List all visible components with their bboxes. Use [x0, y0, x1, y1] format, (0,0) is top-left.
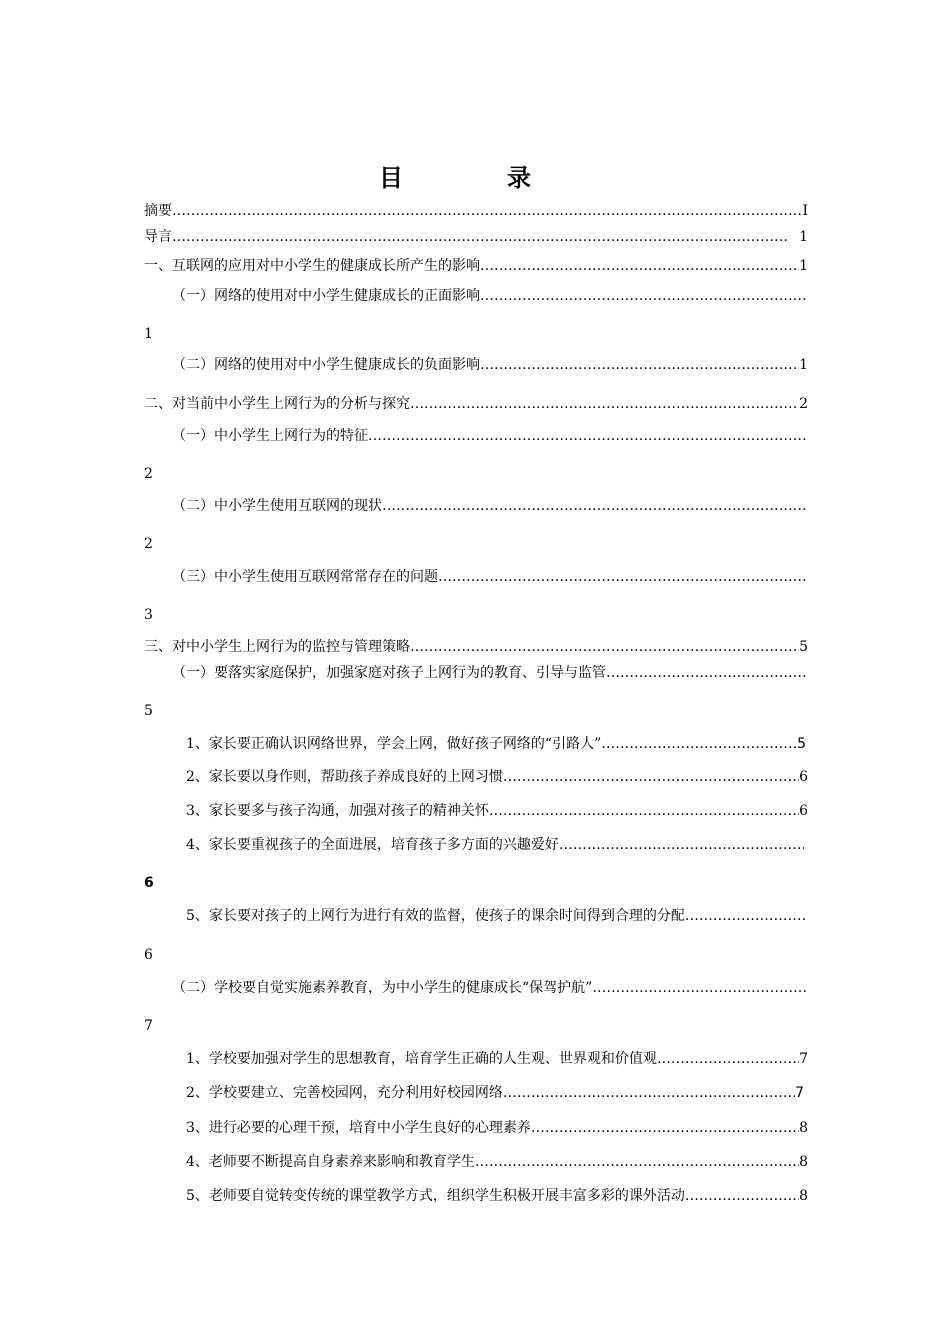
toc-entry[interactable] [186, 907, 806, 925]
toc-entry-label: 4、家长要重视孩子的全面进展，培育孩子多方面的兴趣爱好 [186, 837, 559, 853]
toc-entry-label: 5、老师要自觉转变传统的课堂教学方式，组织学生积极开展丰富多彩的课外活动 [186, 1188, 685, 1204]
toc-entry-label: （一）中小学生上网行为的特征 [172, 428, 368, 444]
toc-entry-page: 1 [144, 326, 153, 342]
toc-entry-label: 二、对当前中小学生上网行为的分析与探究 [144, 396, 410, 412]
toc-leader [685, 1187, 799, 1205]
toc-entry-label: （一）要落实家庭保护，加强家庭对孩子上网行为的教育、引导与监管 [172, 665, 606, 681]
toc-title: 目 录 [379, 164, 571, 192]
toc-entry[interactable] [186, 1050, 808, 1068]
toc-leader [382, 497, 806, 515]
toc-entry-page: 5 [144, 703, 153, 719]
toc-entry-page: 1 [799, 258, 808, 274]
toc-leader [410, 638, 799, 656]
toc-leader [685, 907, 806, 925]
toc-entry[interactable] [144, 638, 808, 656]
toc-entry-page: 2 [144, 536, 153, 552]
toc-leader [475, 1153, 799, 1171]
toc-leader [480, 356, 799, 374]
toc-entry-page: 2 [799, 396, 808, 412]
toc-entry-page: 8 [799, 1188, 808, 1204]
toc-leader [592, 979, 806, 997]
toc-entry[interactable] [186, 735, 806, 753]
toc-entry-page: 5 [797, 736, 806, 752]
toc-entry[interactable] [172, 979, 806, 997]
toc-entry-label: 2、家长要以身作则，帮助孩子养成良好的上网习惯 [186, 769, 503, 785]
toc-entry[interactable] [186, 1084, 804, 1102]
toc-entry[interactable] [172, 427, 806, 445]
toc-leader [410, 395, 799, 413]
toc-entry-label: 3、家长要多与孩子沟通，加强对孩子的精神关怀 [186, 803, 489, 819]
toc-leader [438, 568, 806, 586]
toc-entry[interactable] [186, 1153, 808, 1171]
toc-entry[interactable] [186, 1187, 808, 1205]
toc-entry[interactable] [186, 768, 808, 786]
toc-leader [489, 802, 799, 820]
toc-leader [503, 1084, 795, 1102]
toc-entry-page: 6 [144, 947, 153, 963]
toc-entry-page: 6 [144, 875, 154, 891]
toc-entry-label: 三、对中小学生上网行为的监控与管理策略 [144, 639, 410, 655]
toc-leader [368, 427, 806, 445]
toc-leader [172, 202, 802, 220]
toc-entry-label: （一）网络的使用对中小学生健康成长的正面影响 [172, 288, 480, 304]
toc-entry-page: 6 [799, 769, 808, 785]
toc-leader [480, 287, 806, 305]
toc-entry[interactable] [172, 356, 808, 374]
toc-entry-label: 摘要 [144, 203, 172, 219]
toc-entry-page: 1 [799, 357, 808, 373]
toc-entry-label: （二）学校要自觉实施素养教育，为中小学生的健康成长“保驾护航” [172, 980, 593, 996]
toc-leader [172, 228, 789, 246]
toc-entry[interactable] [186, 1119, 808, 1137]
toc-entry-page: I [802, 203, 808, 219]
toc-leader [531, 1119, 799, 1137]
toc-entry-label: 一、互联网的应用对中小学生的健康成长所产生的影响 [144, 258, 480, 274]
toc-entry[interactable] [144, 395, 808, 413]
toc-entry[interactable] [172, 664, 806, 682]
toc-entry-label: 3、进行必要的心理干预，培育中小学生良好的心理素养 [186, 1120, 531, 1136]
toc-entry[interactable] [144, 257, 808, 275]
toc-entry-page: 8 [799, 1120, 808, 1136]
toc-entry-label: 2、学校要建立、完善校园网，充分利用好校园网络 [186, 1085, 503, 1101]
toc-entry-label: （二）网络的使用对中小学生健康成长的负面影响 [172, 357, 480, 373]
toc-entry[interactable] [186, 802, 808, 820]
toc-entry-label: 4、老师要不断提高自身素养来影响和教育学生 [186, 1154, 475, 1170]
toc-leader [657, 1050, 799, 1068]
toc-entry[interactable] [186, 836, 804, 854]
toc-entry-page: 8 [799, 1154, 808, 1170]
toc-leader [601, 735, 797, 753]
toc-entry-page: 1 [799, 229, 808, 245]
toc-entry[interactable] [172, 497, 806, 515]
toc-entry-page: 7 [799, 1051, 808, 1067]
toc-entry-page: 7 [795, 1085, 804, 1101]
toc-leader [480, 257, 799, 275]
toc-entry-label: 5、家长要对孩子的上网行为进行有效的监督，使孩子的课余时间得到合理的分配 [186, 908, 685, 924]
toc-leader [606, 664, 806, 682]
toc-leader [559, 836, 804, 854]
toc-entry-label: 1、学校要加强对学生的思想教育，培育学生正确的人生观、世界观和价值观 [186, 1051, 657, 1067]
toc-leader [503, 768, 799, 786]
toc-entry-page: 3 [144, 607, 153, 623]
toc-entry[interactable] [144, 228, 808, 246]
toc-entry-page: 2 [144, 466, 153, 482]
toc-entry[interactable] [172, 568, 806, 586]
toc-entry-label: （二）中小学生使用互联网的现状 [172, 498, 382, 514]
toc-entry[interactable] [144, 202, 808, 220]
toc-entry-page: 5 [799, 639, 808, 655]
toc-entry-page: 6 [799, 803, 808, 819]
toc-entry-page: 7 [144, 1018, 153, 1034]
toc-entry-label: （三）中小学生使用互联网常常存在的问题 [172, 569, 438, 585]
toc-entry-label: 1、家长要正确认识网络世界，学会上网，做好孩子网络的“引路人” [186, 736, 602, 752]
toc-entry-label: 导言 [144, 229, 172, 245]
toc-entry[interactable] [172, 287, 806, 305]
